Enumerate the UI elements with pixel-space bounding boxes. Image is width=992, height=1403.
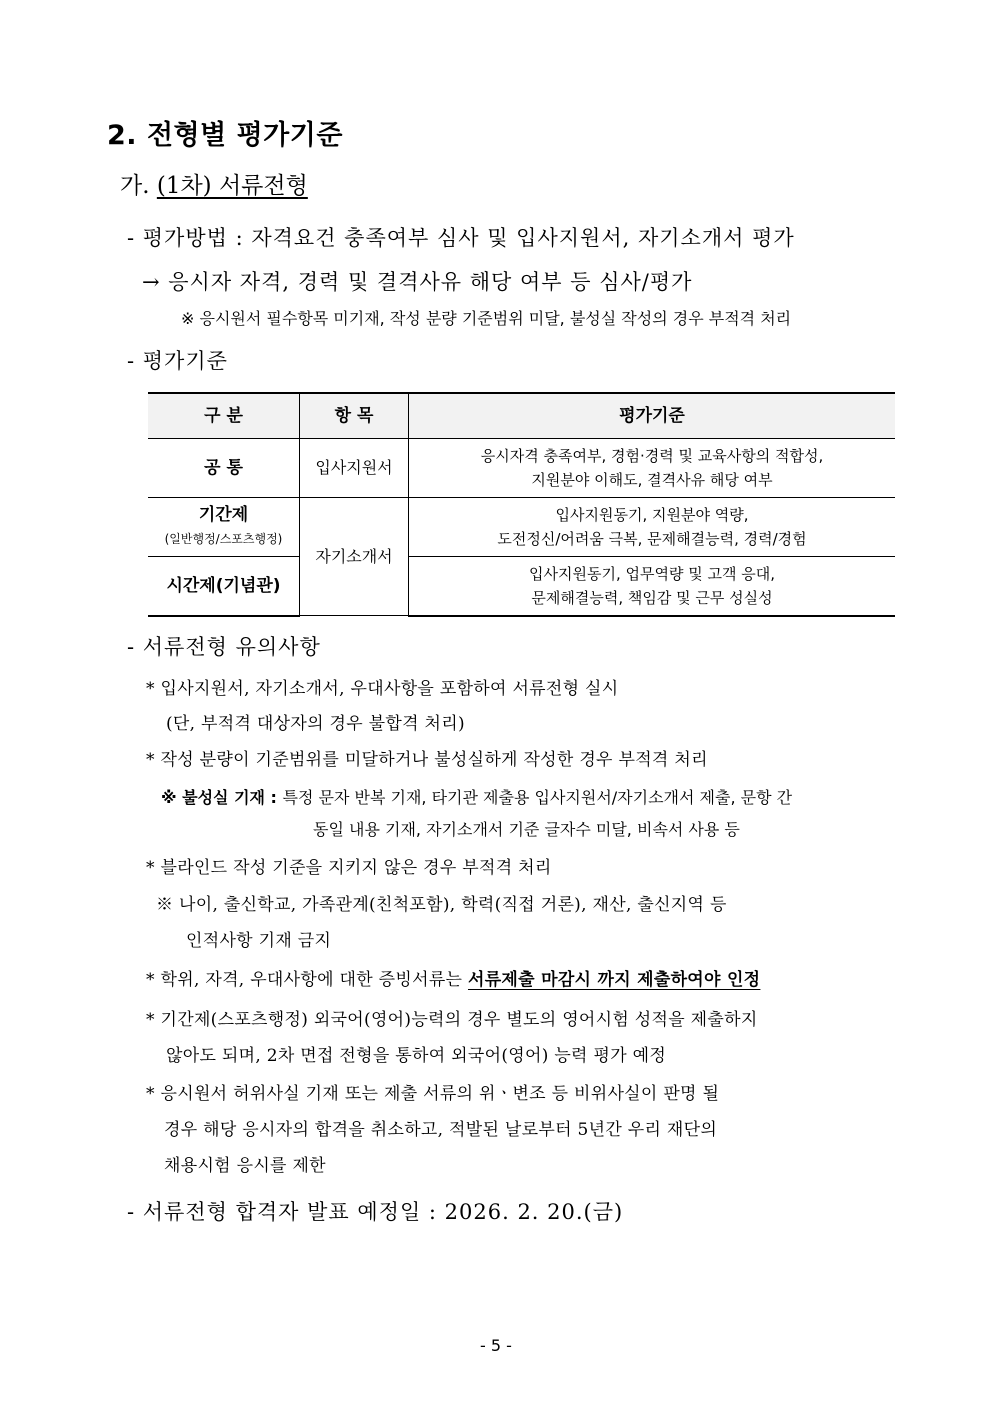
note-line: ※ 나이, 출신학교, 가족관계(친척포함), 학력(직접 거론), 재산, 출신지역 등 [156, 895, 727, 915]
section-name: (1차) 서류전형 [156, 173, 308, 199]
table-row [148, 498, 895, 557]
note-line: 채용시험 응시를 제한 [164, 1156, 326, 1176]
criteria-label: - 평가기준 [127, 349, 228, 373]
criteria-line: 문제해결능력, 책임감 및 근무 성실성 [531, 588, 773, 607]
header-category: 구 분 [148, 393, 300, 439]
criteria-line: 응시자격 충족여부, 경험·경력 및 교육사항의 적합성, [480, 447, 824, 465]
header-criteria: 평가기준 [409, 393, 896, 439]
note-text: * 학위, 자격, 우대사항에 대한 증빙서류는 [146, 970, 468, 990]
note-line: 인적사항 기재 금지 [186, 931, 332, 951]
row-criteria [409, 439, 896, 498]
row-category: 공 통 [148, 439, 300, 498]
table-row [148, 439, 895, 498]
section-title [120, 167, 308, 200]
note-line: 동일 내용 기재, 자기소개서 기준 글자수 미달, 비속서 사용 등 [313, 820, 740, 839]
note-line [161, 785, 792, 808]
table-row [148, 557, 895, 616]
note-highlight: 서류제출 마감시 까지 제출하여야 인정 [467, 970, 761, 990]
row-category [148, 498, 300, 557]
announce-line: - 서류전형 합격자 발표 예정일 : 2026. 2. 20.(금) [127, 1200, 624, 1224]
row-criteria [409, 557, 896, 616]
table-header-row [148, 393, 895, 439]
row-item: 자기소개서 [300, 498, 409, 616]
note-text: 특정 문자 반복 기재, 타기관 제출용 입사지원서/자기소개서 제출, 문항 간 [282, 788, 793, 807]
note-line: * 기간제(스포츠행정) 외국어(영어)능력의 경우 별도의 영어시험 성적을 제출하지 [146, 1010, 758, 1030]
method-line: - 평가방법 : 자격요건 충족여부 심사 및 입사지원서, 자기소개서 평가 [127, 226, 795, 250]
note-line [146, 965, 760, 990]
note-label-bold: ※ 불성실 기재 : [161, 788, 283, 807]
method-arrow-line: → 응시자 자격, 경력 및 결격사유 해당 여부 등 심사/평가 [142, 270, 693, 294]
criteria-line: 지원분야 이해도, 결격사유 해당 여부 [531, 471, 773, 489]
note-line: 경우 해당 응시자의 합격을 취소하고, 적발된 날로부터 5년간 우리 재단의 [164, 1120, 718, 1140]
header-item: 항 목 [300, 393, 409, 439]
note-line: * 블라인드 작성 기준을 지키지 않은 경우 부적격 처리 [146, 858, 552, 878]
criteria-table [148, 392, 895, 617]
page-heading: 2. 전형별 평가기준 [107, 120, 343, 151]
section-prefix: 가. [120, 173, 157, 199]
note-line: (단, 부적격 대상자의 경우 불합격 처리) [166, 714, 465, 734]
row-criteria [409, 498, 896, 557]
note-line: 않아도 되며, 2차 면접 전형을 통하여 외국어(영어) 능력 평가 예정 [166, 1046, 667, 1066]
notes-label: - 서류전형 유의사항 [127, 635, 321, 659]
row-category: 시간제(기념관) [148, 557, 300, 616]
note-line: * 응시원서 허위사실 기재 또는 제출 서류의 위ㆍ변조 등 비위사실이 판명 될 [146, 1084, 720, 1104]
method-note: ※ 응시원서 필수항목 미기재, 작성 분량 기준범위 미달, 불성실 작성의 경우 부적격 처리 [181, 309, 792, 328]
page-number: - 5 - [480, 1336, 512, 1355]
category-sub: (일반행정/스포츠행정) [164, 532, 283, 546]
note-line: * 작성 분량이 기준범위를 미달하거나 불성실하게 작성한 경우 부적격 처리 [146, 750, 708, 770]
row-item: 입사지원서 [300, 439, 409, 498]
criteria-line: 입사지원동기, 지원분야 역량, [555, 506, 749, 524]
criteria-line: 입사지원동기, 업무역량 및 고객 응대, [529, 564, 775, 583]
category-main: 기간제 [198, 505, 249, 525]
criteria-line: 도전정신/어려움 극복, 문제해결능력, 경력/경험 [497, 530, 807, 548]
note-line: * 입사지원서, 자기소개서, 우대사항을 포함하여 서류전형 실시 [146, 679, 619, 699]
